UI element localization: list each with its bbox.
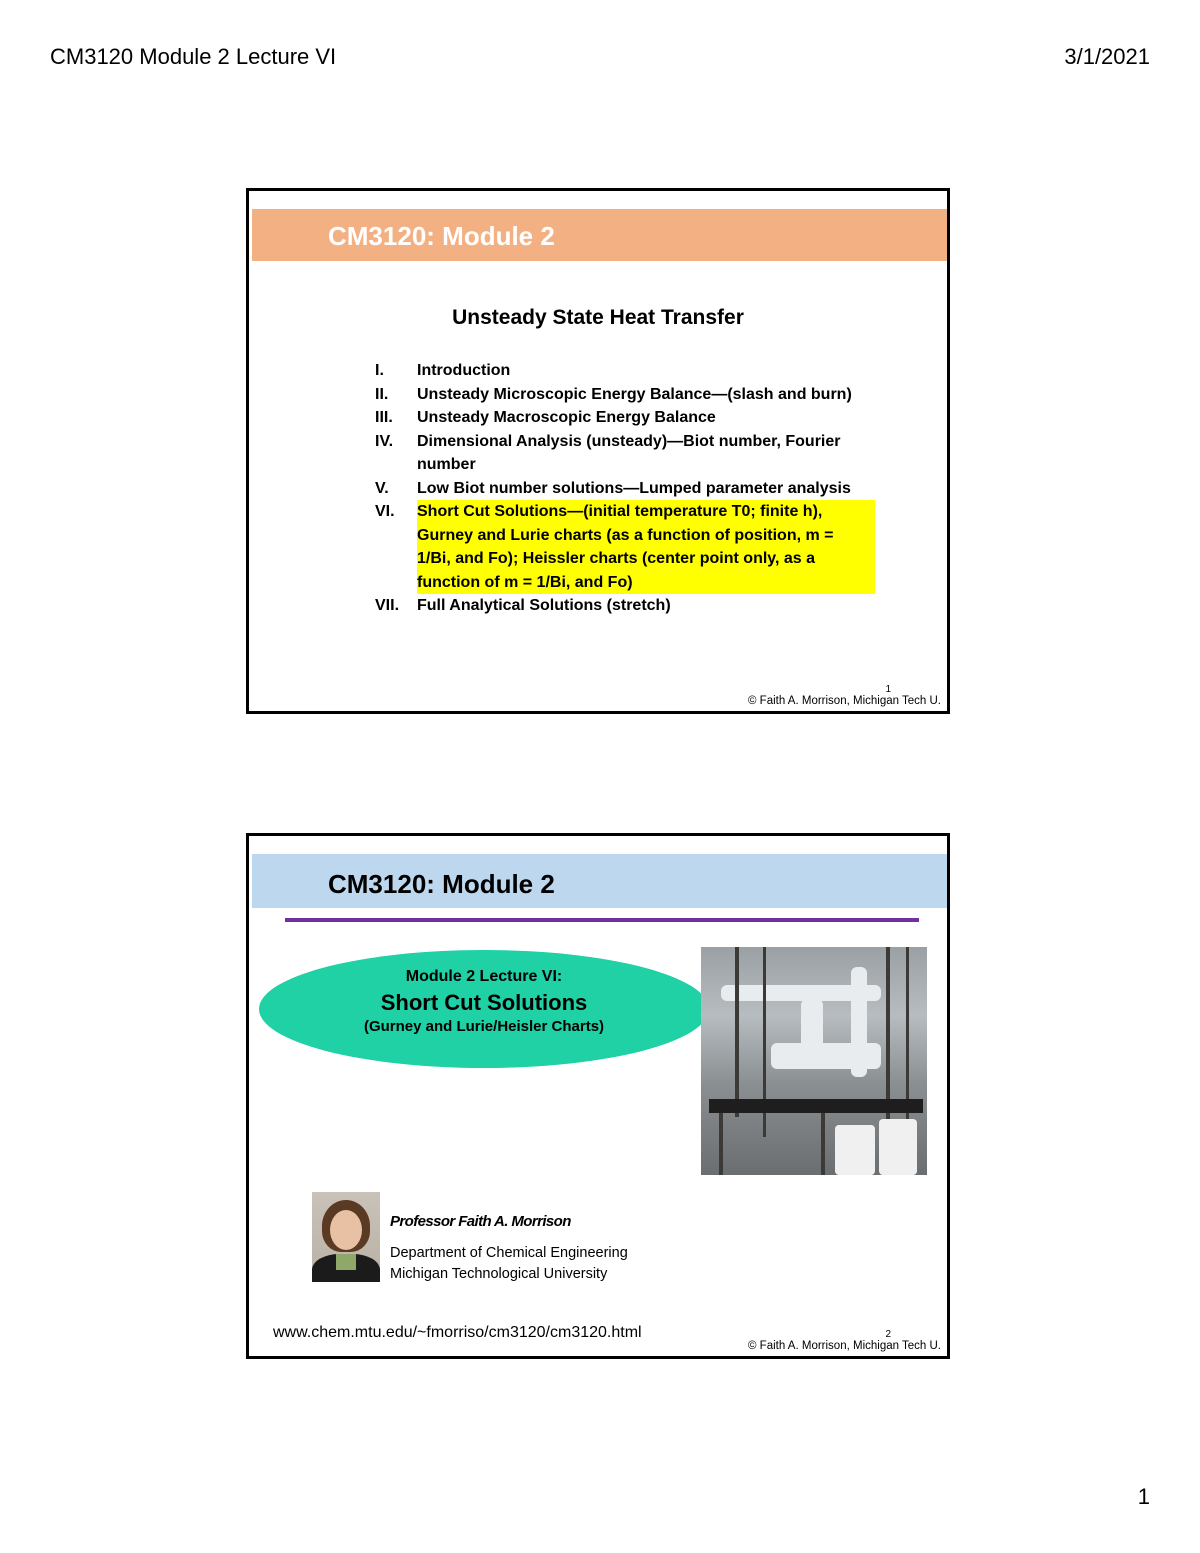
page-header-title: CM3120 Module 2 Lecture VI bbox=[50, 44, 337, 69]
slide-title: CM3120: Module 2 bbox=[328, 869, 555, 899]
lecture-subtitle: (Gurney and Lurie/Heisler Charts) bbox=[363, 1018, 605, 1035]
lab-equipment-photo bbox=[701, 947, 927, 1175]
outline-item-highlighted bbox=[375, 500, 875, 594]
outline-list bbox=[375, 359, 875, 618]
page-header-date: 3/1/2021 bbox=[1064, 44, 1150, 69]
page-number: 1 bbox=[1137, 1484, 1150, 1509]
outline-number: VII. bbox=[375, 597, 400, 614]
slide-1 bbox=[246, 188, 950, 714]
outline-text: Unsteady Microscopic Energy Balance—(slash and burn) bbox=[417, 385, 852, 403]
lecture-heading bbox=[269, 968, 699, 1035]
outline-number: V. bbox=[375, 479, 389, 497]
outline-item bbox=[375, 406, 875, 430]
outline-text: Introduction bbox=[417, 362, 511, 379]
outline-item bbox=[375, 430, 875, 477]
outline-number: II. bbox=[375, 385, 389, 403]
outline-item bbox=[375, 594, 875, 618]
outline-number: III. bbox=[375, 409, 393, 426]
professor-avatar bbox=[312, 1192, 380, 1282]
outline-number: I. bbox=[375, 362, 384, 379]
outline-text: Unsteady Macroscopic Energy Balance bbox=[417, 409, 716, 426]
slide-number: 1 bbox=[885, 684, 891, 695]
title-divider bbox=[285, 918, 919, 922]
slide-title-band bbox=[252, 209, 947, 261]
lecture-title: Short Cut Solutions bbox=[380, 990, 588, 1015]
outline-text: Dimensional Analysis (unsteady)—Biot number, Fourier number bbox=[417, 432, 841, 473]
outline-text: Low Biot number solutions—Lumped parameter analysis bbox=[417, 479, 851, 497]
outline-item bbox=[375, 477, 875, 501]
department: Department of Chemical Engineering bbox=[390, 1245, 628, 1261]
outline-text: Short Cut Solutions—(initial temperature T0; finite h), Gurney and Lurie charts (as a function of position, m = 1/Bi, and Fo); Heissler charts (center point only, as a function of m = 1/Bi, and Fo) bbox=[417, 500, 875, 594]
outline-number: IV. bbox=[375, 432, 394, 450]
slide-number: 2 bbox=[885, 1329, 891, 1340]
slide-2 bbox=[246, 833, 950, 1359]
outline-item bbox=[375, 383, 875, 407]
copyright-notice: © Faith A. Morrison, Michigan Tech U. bbox=[748, 1340, 941, 1352]
lecture-label: Module 2 Lecture VI: bbox=[405, 968, 563, 985]
slide-title: CM3120: Module 2 bbox=[328, 221, 555, 251]
professor-name: Professor Faith A. Morrison bbox=[390, 1213, 571, 1230]
outline-item bbox=[375, 359, 875, 383]
outline-text: Full Analytical Solutions (stretch) bbox=[417, 597, 671, 614]
slide-title-band bbox=[252, 854, 947, 908]
course-url: www.chem.mtu.edu/~fmorriso/cm3120/cm3120.html bbox=[273, 1324, 642, 1341]
outline-number: VI. bbox=[375, 503, 395, 520]
university: Michigan Technological University bbox=[390, 1266, 608, 1282]
copyright-notice: © Faith A. Morrison, Michigan Tech U. bbox=[748, 695, 941, 707]
slide-subtitle: Unsteady State Heat Transfer bbox=[452, 306, 744, 329]
